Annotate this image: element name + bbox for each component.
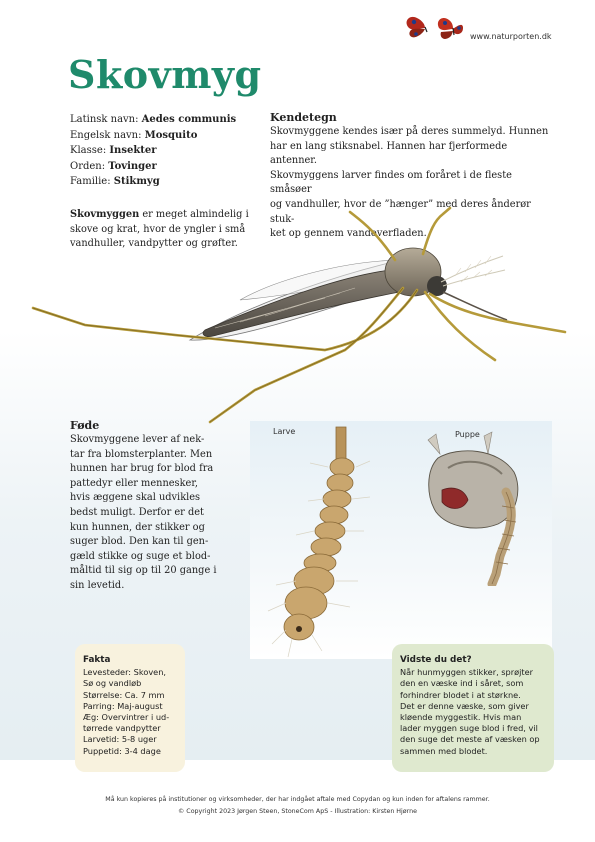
fact-order: Orden: Tovinger xyxy=(70,160,157,172)
vidste-line: Det er denne væske, som giver xyxy=(400,700,529,711)
vidste-line: sammen med blodet. xyxy=(400,745,488,756)
fakta-line: Størrelse: Ca. 7 mm xyxy=(83,689,165,700)
vidste-line: den suge det meste af væsken op xyxy=(400,734,540,745)
vidste-heading: Vidste du det? xyxy=(400,655,472,665)
text-line: tar fra blomsterplanter. Men xyxy=(70,448,213,460)
text-line: Skovmyggene lever af nek- xyxy=(70,434,205,445)
butterfly-logo-icon xyxy=(403,14,465,44)
fakta-heading: Fakta xyxy=(83,655,111,665)
vidste-line: kløende myggestik. Hvis man xyxy=(400,712,522,723)
mosquito-illustration xyxy=(25,200,570,430)
footer-license: Må kun kopieres på institutioner og virksomheder, der har indgået aftale med Copydan og kun inden for aftalens rammer. xyxy=(105,796,490,803)
fakta-line: Levesteder: Skoven, xyxy=(83,667,166,678)
footer-copyright: © Copyright 2023 Jørgen Steen, StoneCom ApS - Illustration: Kirsten Hjørne xyxy=(178,808,417,815)
text-line: bedst muligt. Derfor er det xyxy=(70,506,204,518)
text-line: gæld stikke og suge et blod- xyxy=(70,550,211,562)
text-line: pattedyr eller mennesker, xyxy=(70,477,199,489)
text-line: hvis æggene skal udvikles xyxy=(70,492,201,504)
vidste-line: Når hunmyggen stikker, sprøjter xyxy=(400,667,533,678)
text-line: måltid til sig op til 20 gange i xyxy=(70,565,217,577)
text-line: vandhuller, vandpytter og grøfter. xyxy=(70,238,238,250)
text-line: skove og krat, hvor de yngler i små xyxy=(70,223,246,235)
puppe-label: Puppe xyxy=(455,430,480,439)
fode-text xyxy=(70,433,240,594)
page-title: Skovmyg xyxy=(68,52,262,97)
fakta-line: tørrede vandpytter xyxy=(83,723,161,734)
text-line: og vandhuller, hvor de ”hænger” med deres ånderør stuk- xyxy=(270,198,531,225)
fact-family: Familie: Stikmyg xyxy=(70,176,160,187)
fact-english: Engelsk navn: Mosquito xyxy=(70,129,198,141)
text-line: Skovmyggens larver findes om foråret i de fleste småsøer xyxy=(270,169,512,196)
larva-illustration xyxy=(262,425,382,660)
larve-label: Larve xyxy=(273,427,296,436)
text-line: har en lang stiksnabel. Hannen har fjerformede antenner. xyxy=(270,140,508,167)
fakta-line: Parring: Maj-august xyxy=(83,700,163,711)
text-line: hunnen har brug for blod fra xyxy=(70,463,214,475)
taxonomy-facts xyxy=(70,112,236,190)
fakta-line: Larvetid: 5-8 uger xyxy=(83,734,157,745)
fact-latin: Latinsk navn: Aedes communis xyxy=(70,114,237,125)
fakta-line: Æg: Overvintrer i ud- xyxy=(83,712,170,723)
vidste-du-det-box xyxy=(392,644,554,772)
kendetegn-heading: Kendetegn xyxy=(270,111,337,124)
fact-class: Klasse: Insekter xyxy=(70,145,157,156)
text-line: sin levetid. xyxy=(70,579,125,591)
vidste-line: den en væske ind i såret, som xyxy=(400,678,524,689)
fakta-line: Sø og vandløb xyxy=(83,678,142,689)
website-url[interactable]: www.naturporten.dk xyxy=(470,32,552,41)
vidste-line: lader myggen suge blod i fred, vil xyxy=(400,723,538,734)
text-line: Skovmyggene kendes især på deres summelyd. Hunnen xyxy=(270,126,549,137)
fakta-box xyxy=(75,644,185,772)
text-line: suger blod. Den kan til gen- xyxy=(70,536,209,548)
vidste-line: forhindrer blodet i at størkne. xyxy=(400,689,521,700)
text-line: Skovmyggen er meget almindelig i xyxy=(70,209,249,220)
text-line: kun hunnen, der stikker og xyxy=(70,521,205,533)
fode-heading: Føde xyxy=(70,419,100,432)
fakta-line: Puppetid: 3-4 dage xyxy=(83,745,161,756)
text-line: ket op gennem vandoverfladen. xyxy=(270,228,427,240)
pupa-illustration xyxy=(418,428,538,586)
